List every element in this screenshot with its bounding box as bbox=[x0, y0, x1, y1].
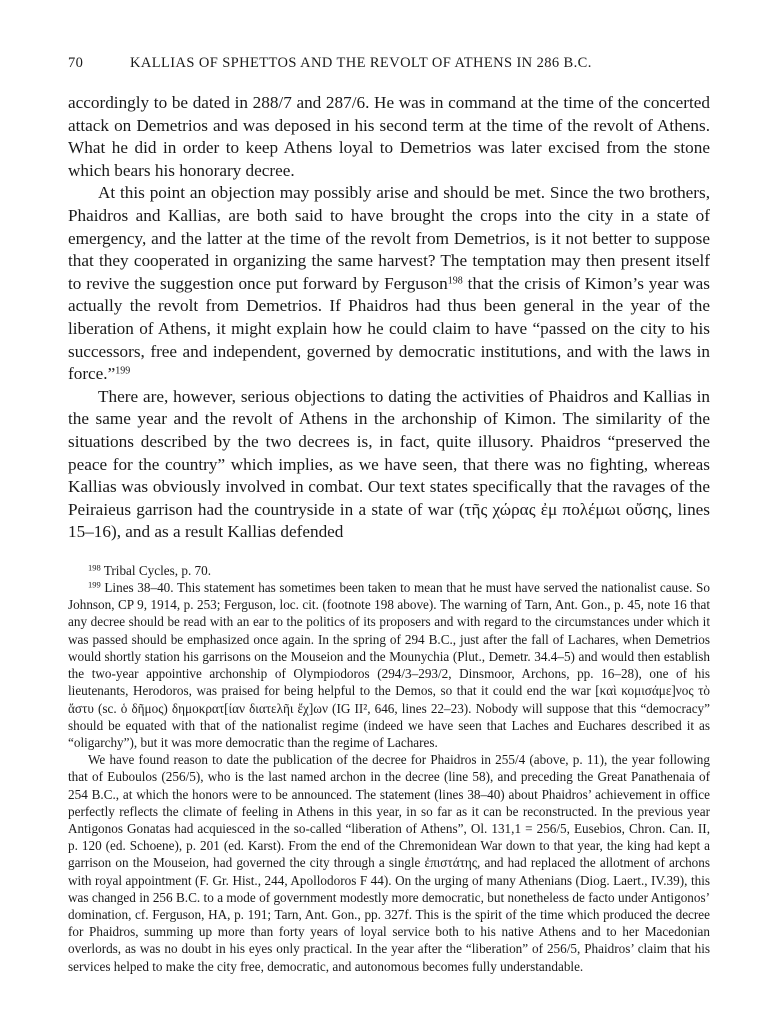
footnote-199 bbox=[68, 579, 710, 751]
paragraph-1: accordingly to be dated in 288/7 and 287/6. He was in command at the time of the concerted attack on Demetrios and was deposed in his second term at the time of the revolt of Athens. What he did in order to keep Athens loyal to Demetrios was later excised from the stone which bears his honorary decree. bbox=[68, 93, 710, 180]
footnote-198-text: Tribal Cycles, p. 70. bbox=[100, 562, 212, 578]
running-title: KALLIAS OF SPHETTOS AND THE REVOLT OF ATHENS IN 286 B.C. bbox=[130, 55, 592, 71]
footnotes bbox=[68, 562, 710, 975]
paragraph-2-part-b: that the crisis of Kimon’s year was actually the revolt from Demetrios. If Phaidros had thus been general in the year of the liberation of Athens, it might explain how he could claim to have “passed on the city to his successors, free and independent, governed by democratic institutions, and with the laws in force.” bbox=[68, 273, 710, 384]
page bbox=[68, 55, 710, 975]
page-number: 70 bbox=[68, 55, 84, 71]
footnote-199-text: Lines 38–40. This statement has sometimes been taken to mean that he must have served the nationalist cause. So Johnson, CP 9, 1914, p. 253; Ferguson, loc. cit. (footnote 198 above). The warning of Tarn, Ant. Gon., p. 45, note 16 that any decree should be read with an ear to the politics of its proposers and with regard to the circumstances under which it was passed should be emphasized once again. In the spring of 294 B.C., just after the fall of Lachares, when Demetrios would shortly station his garrisons on the Mouseion and the Mounychia (Plut., Demetr. 34.4–5) and would then establish the two-year appointive archonship of Olympiodoros (294/3–293/2, Dinsmoor, Archons, pp. 16–28), one of his lieutenants, Herodoros, was praised for being helpful to the Demos, so that it could end the war [καὶ κομισάμε]νος τὸ ἄστυ (sc. ὁ δῆμος) δημοκρατ[ίαν διατελῆι ἔχ]ων (IG II², 646, lines 22–23). Nobody will suppose that this “democracy” should be equated with that of the nationalist regime (indeed we have seen that Laches and Euchares described it as “oligarchy”), but it was more democratic than the regime of Lachares. bbox=[68, 580, 710, 750]
body-text bbox=[68, 92, 710, 544]
footnote-199-continuation: We have found reason to date the publication of the decree for Phaidros in 255/4 (above, p. 11), the year following that of Euboulos (256/5), who is the last named archon in the decree (line 58), and preceding the Great Panathenaia of 254 B.C., at which the honors were to be announced. The statement (lines 38–40) about Phaidros’ achievement in office perfectly reflects the climate of feeling in Athens in this year, in so far as it can be reconstructed. In the previous year Antigonos Gonatas had acquiesced in the so-called “liberation of Athens”, Ol. 131,1 = 256/5, Eusebios, Chron. Can. II, p. 120 (ed. Schoene), p. 201 (ed. Karst). From the end of the Chremonidean War down to that year, the king had kept a garrison on the Mouseion, had governed the city through a single ἐπιστάτης, and had replaced the allotment of archons with royal appointment (F. Gr. Hist., 244, Apollodoros F 44). On the urging of many Athenians (Diog. Laert., IV.39), this was changed in 256 B.C. to a mode of government modestly more democratic, but nonetheless de facto under Antigonos’ domination, cf. Ferguson, HA, p. 191; Tarn, Ant. Gon., pp. 327f. This is the spirit of the time which produced the decree for Phaidros, summing up more than forty years of loyal service both to his native Athens and to her Macedonian overlords, as was no doubt in his eyes only practical. In the year after the “liberation” of 256/5, Phaidros’ claim that his services helped to make the city free, democratic, and autonomous becomes fully understandable. bbox=[68, 752, 710, 974]
paragraph-2-part-a: At this point an objection may possibly arise and should be met. Since the two brothers, Phaidros and Kallias, are both said to have brought the crops into the city in a state of emergency, and the latter at the time of the revolt from Demetrios, is it not better to suppose that they cooperated in organizing the same harvest? The temptation may then present itself to revive the suggestion once put forward by Ferguson bbox=[68, 183, 710, 293]
footnote-198 bbox=[68, 562, 710, 579]
running-head bbox=[68, 55, 710, 79]
paragraph-3: There are, however, serious objections to dating the activities of Phaidros and Kallias in the same year and the revolt of Athens in the archonship of Kimon. The similarity of the situations described by the two decrees is, in fact, quite illusory. Phaidros “preserved the peace for the country” which implies, as we have seen, that there was no fighting, whereas Kallias was obviously involved in combat. Our text states specifically that the ravages of the Peiraieus garrison had the countryside in a state of war (τῆς χώρας ἐμ πολέμωι οὔσης, lines 15–16), and as a result Kallias defended bbox=[68, 386, 710, 542]
footnote-number-199: 199 bbox=[88, 579, 101, 590]
footnote-ref-198[interactable]: 198 bbox=[447, 275, 463, 287]
footnote-ref-199[interactable]: 199 bbox=[115, 365, 131, 377]
footnote-number-198: 198 bbox=[88, 562, 101, 573]
paragraph-2 bbox=[68, 182, 710, 385]
